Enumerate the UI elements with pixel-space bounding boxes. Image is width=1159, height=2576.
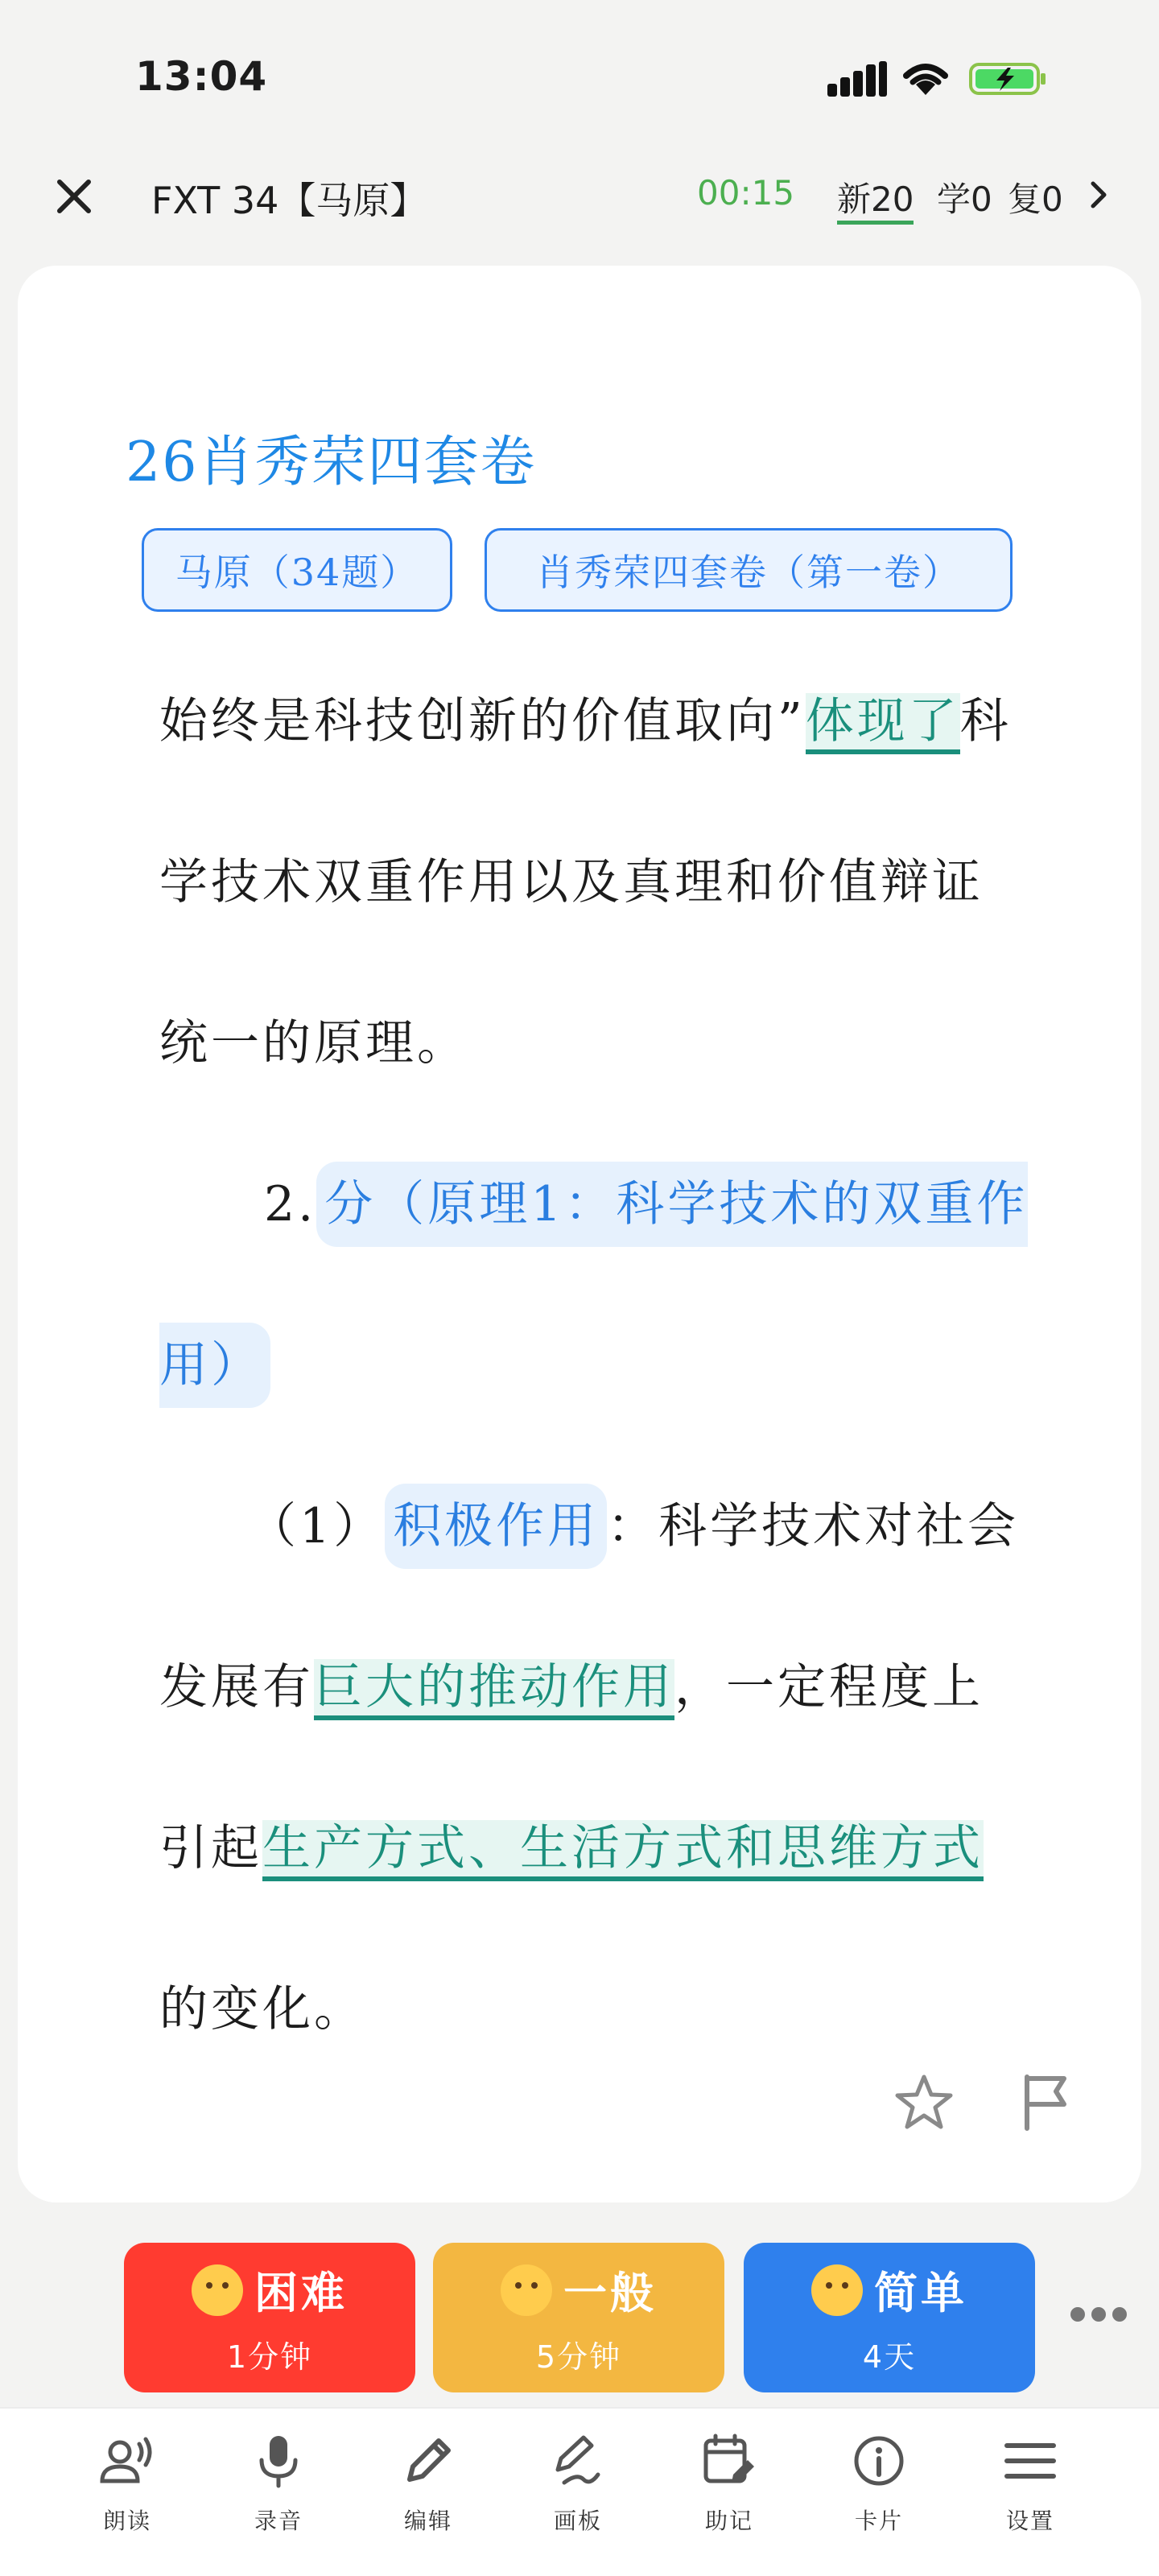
- menu-icon: [1000, 2431, 1060, 2491]
- rate-hard-button[interactable]: [124, 2243, 415, 2392]
- study-timer: 00:15: [697, 173, 795, 213]
- new-count[interactable]: [837, 173, 914, 221]
- battery-charging-icon: [969, 61, 1048, 97]
- highlight-green: 巨大的推动作用: [314, 1659, 674, 1720]
- toolbar-label: 卡片: [854, 2508, 903, 2534]
- card-title: 26肖秀荣四套卷: [126, 431, 537, 494]
- content-text: 的变化。: [159, 1981, 365, 2037]
- highlight-blue: 积极作用: [385, 1484, 607, 1569]
- smile-face-icon: [501, 2264, 552, 2316]
- content-text: ：科学技术对社会发展有: [159, 1498, 1020, 1715]
- wifi-icon: [900, 58, 951, 97]
- read-aloud-icon: [97, 2431, 157, 2491]
- rate-good-button[interactable]: [433, 2243, 724, 2392]
- toolbar-record[interactable]: [222, 2431, 335, 2536]
- learn-count[interactable]: 学0: [937, 180, 992, 219]
- close-icon[interactable]: [48, 171, 100, 222]
- toolbar-settings[interactable]: [974, 2431, 1087, 2536]
- review-count[interactable]: 复0: [1008, 180, 1063, 219]
- rate-good-interval: 5分钟: [535, 2339, 622, 2375]
- toolbar-label: 画板: [553, 2508, 602, 2534]
- signal-icon: [827, 61, 887, 97]
- draw-board-icon: [548, 2431, 608, 2491]
- toolbar-edit[interactable]: [372, 2431, 485, 2536]
- rate-easy-label: 简单: [874, 2268, 967, 2318]
- toolbar-label: 朗读: [102, 2508, 151, 2534]
- toolbar-label: 助记: [704, 2508, 753, 2534]
- deck-title[interactable]: FXT 34【马原】: [151, 179, 427, 222]
- laugh-face-icon: [811, 2264, 863, 2316]
- content-text: 始终是科技创新的价值取向”: [159, 693, 806, 749]
- more-options-icon[interactable]: [1070, 2307, 1127, 2325]
- rate-hard-interval: 1分钟: [226, 2339, 313, 2375]
- star-icon[interactable]: [893, 2072, 955, 2133]
- toolbar-read-aloud[interactable]: [71, 2431, 184, 2536]
- content-text: ，一定程度上引起: [159, 1659, 984, 1876]
- content-text: 科学技术双重作用以及真理和价值辩证统一的原理。: [159, 693, 1012, 1071]
- rate-easy-interval: 4天: [862, 2339, 917, 2375]
- highlight-green: 体现了: [806, 693, 960, 754]
- pencil-icon: [398, 2431, 458, 2491]
- toolbar-card-info[interactable]: [823, 2431, 935, 2536]
- rate-good-label: 一般: [563, 2268, 657, 2318]
- toolbar-mnemonic[interactable]: [673, 2431, 786, 2536]
- flag-icon[interactable]: [1019, 2070, 1075, 2132]
- chevron-right-icon[interactable]: [1087, 179, 1111, 211]
- content-number: 2.: [264, 1176, 317, 1232]
- toolbar-draw-board[interactable]: [522, 2431, 634, 2536]
- status-time: 13:04: [135, 53, 268, 100]
- info-icon: [849, 2431, 909, 2491]
- toolbar-label: 设置: [1005, 2508, 1054, 2534]
- calendar-edit-icon: [699, 2431, 759, 2491]
- sad-face-icon: [192, 2264, 243, 2316]
- rate-hard-label: 困难: [254, 2268, 348, 2318]
- tag-subject[interactable]: 马原（34题）: [142, 528, 452, 612]
- scroll-fade-top: [126, 641, 1032, 665]
- toolbar-label: 录音: [254, 2508, 303, 2534]
- new-count-value: 20: [871, 180, 914, 219]
- highlight-blue: 分（原理1：科学技术的双重作用）: [159, 1162, 1028, 1408]
- toolbar-label: 编辑: [403, 2508, 452, 2534]
- tag-paper[interactable]: 肖秀荣四套卷（第一卷）: [485, 528, 1013, 612]
- rate-easy-button[interactable]: [744, 2243, 1035, 2392]
- card-content: [126, 641, 1032, 2114]
- microphone-icon: [249, 2431, 308, 2491]
- new-count-label: 新: [837, 180, 872, 219]
- content-text: （1）: [248, 1498, 386, 1554]
- highlight-green: 生产方式、生活方式和思维方式: [262, 1820, 984, 1881]
